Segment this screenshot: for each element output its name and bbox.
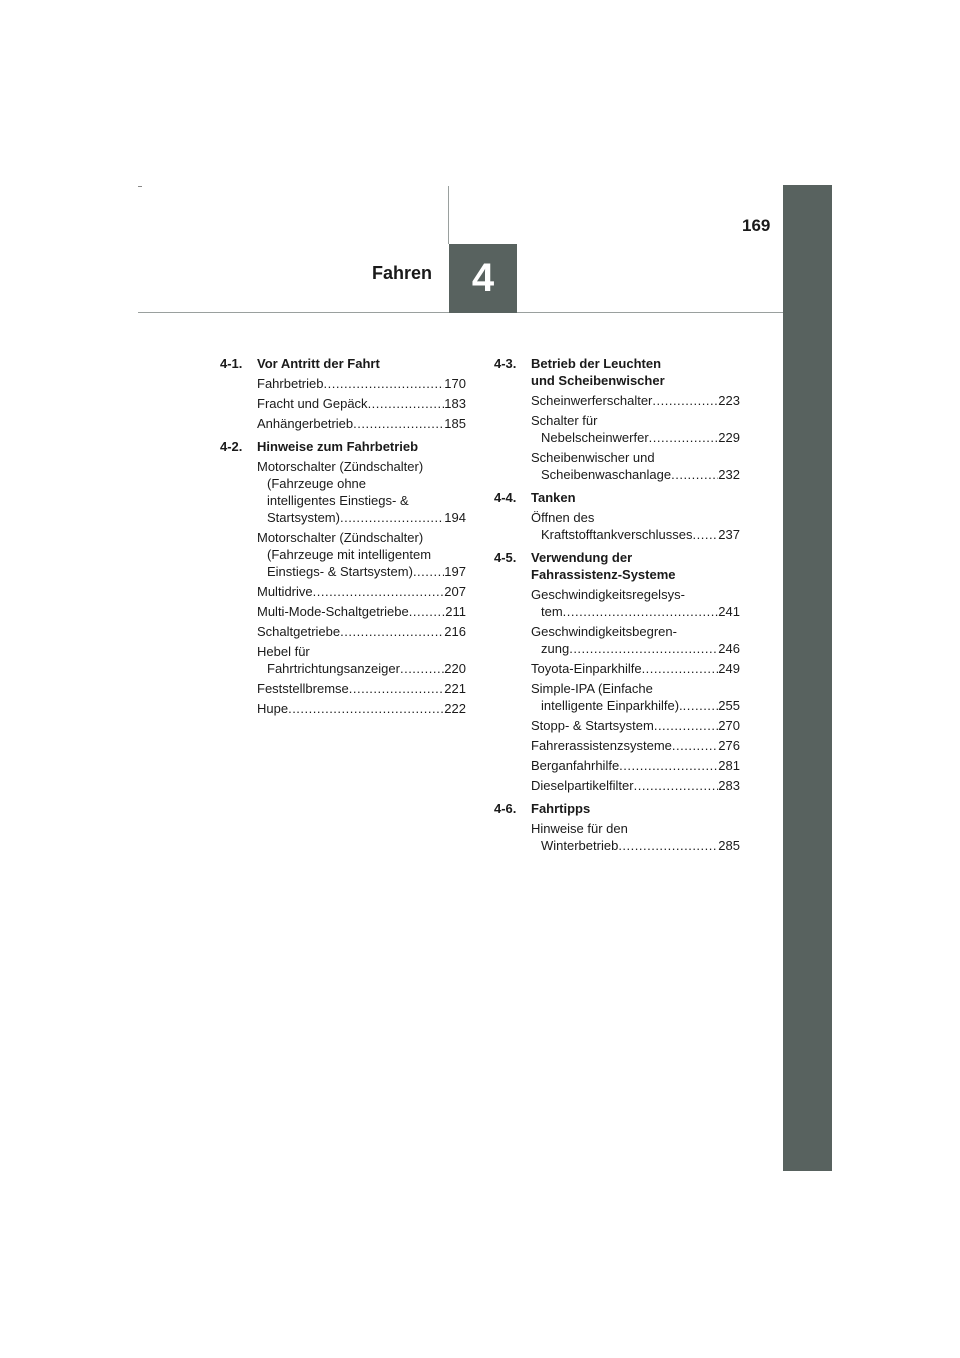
section-heading (494, 549, 740, 583)
entry-text-line: Multidrive (257, 584, 313, 599)
toc-section (494, 355, 740, 483)
entry-page-number: 276 (718, 738, 740, 753)
toc-entry[interactable] (494, 392, 740, 409)
entry-page-number: 222 (444, 701, 466, 716)
entry-page-number: 216 (444, 624, 466, 639)
dot-leader (683, 697, 719, 714)
entry-text-line: Scheinwerferschalter (531, 393, 653, 408)
entry-leader-line (531, 526, 740, 543)
dot-leader (649, 429, 719, 446)
page-number: 169 (742, 216, 771, 235)
toc-entry[interactable] (494, 660, 740, 677)
entry-leader-line (257, 415, 466, 432)
entry-leader-line (531, 777, 740, 794)
entry-text-line: Berganfahrhilfe (531, 758, 620, 773)
entry-leader-line (257, 660, 466, 677)
entry-leader-line (531, 603, 740, 620)
entry-text-line: (Fahrzeuge ohne (267, 476, 367, 491)
dot-leader (323, 375, 444, 392)
crop-mark (138, 186, 142, 187)
entry-text-line: Einstiegs- & Startsystem) (267, 564, 413, 579)
section-title-line: Tanken (531, 490, 576, 505)
toc-entry[interactable] (494, 623, 740, 657)
toc-entry[interactable] (494, 412, 740, 446)
entry-leader-line (257, 395, 466, 412)
section-heading (494, 355, 740, 389)
entry-page-number: 232 (718, 467, 740, 482)
section-number: 4-4. (494, 490, 517, 505)
entry-text-line: Nebelscheinwerfer (541, 430, 649, 445)
entry-page-number: 185 (444, 416, 466, 431)
toc-entry[interactable] (494, 820, 740, 854)
entry-page-number: 211 (445, 604, 466, 619)
entry-text-line: intelligentes Einstiegs- & (267, 493, 409, 508)
toc-entry[interactable] (220, 623, 466, 640)
entry-leader-line (531, 697, 740, 714)
entry-text-line: Hupe (257, 701, 289, 716)
entry-text-line: intelligente Einparkhilfe). (541, 698, 683, 713)
entry-text-line: Motorschalter (Zündschalter) (257, 459, 424, 474)
entry-page-number: 194 (444, 510, 466, 525)
entry-text-line: Fahrtrichtungsanzeiger (267, 661, 400, 676)
toc-entry[interactable] (494, 757, 740, 774)
entry-page-number: 281 (718, 758, 740, 773)
entry-text-line: Stopp- & Startsystem (531, 718, 654, 733)
toc-entry[interactable] (494, 777, 740, 794)
entry-text-line: Hebel für (257, 644, 310, 659)
entry-leader-line (257, 680, 466, 697)
dot-leader (693, 526, 719, 543)
section-title-line: Hinweise zum Fahrbetrieb (257, 439, 419, 454)
section-title-line: Vor Antritt der Fahrt (257, 356, 380, 371)
toc-entry[interactable] (220, 603, 466, 620)
entry-page-number: 249 (718, 661, 740, 676)
entry-text-line: Fracht und Gepäck (257, 396, 368, 411)
entry-text-line: Scheibenwischer und (531, 450, 655, 465)
toc-entry[interactable] (494, 717, 740, 734)
entry-leader-line (257, 623, 466, 640)
toc-entry[interactable] (220, 643, 466, 677)
section-title-line: Fahrassistenz-Systeme (531, 567, 676, 582)
entry-leader-line (531, 757, 740, 774)
entry-leader-line (531, 429, 740, 446)
toc-entry[interactable] (494, 586, 740, 620)
toc-left-column (220, 355, 466, 723)
entry-page-number: 223 (718, 393, 740, 408)
toc-section (220, 355, 466, 432)
dot-leader (569, 640, 718, 657)
toc-entry[interactable] (220, 583, 466, 600)
entry-page-number: 170 (444, 376, 466, 391)
entry-page-number: 241 (718, 604, 740, 619)
entry-page-number: 283 (718, 778, 740, 793)
chapter-number-box (449, 244, 517, 313)
entry-leader-line (531, 837, 740, 854)
entry-page-number: 237 (718, 527, 740, 542)
entry-page-number: 221 (444, 681, 466, 696)
section-number: 4-3. (494, 356, 517, 371)
entry-text-line: Geschwindigkeitsregelsys- (531, 587, 685, 602)
toc-section (494, 549, 740, 794)
entry-page-number: 246 (718, 641, 740, 656)
dot-leader (634, 777, 719, 794)
entry-leader-line (257, 603, 466, 620)
section-heading (494, 800, 740, 817)
toc-entry[interactable] (494, 737, 740, 754)
dot-leader (672, 737, 718, 754)
entry-page-number: 220 (444, 661, 466, 676)
entry-text-line: Scheibenwaschanlage (541, 467, 672, 482)
toc-section (220, 438, 466, 717)
entry-text-line: Anhängerbetrieb (257, 416, 354, 431)
entry-text-line: Fahrbetrieb (257, 376, 324, 391)
section-number: 4-6. (494, 801, 517, 816)
entry-text-line: Öffnen des (531, 510, 595, 525)
entry-text-line: Startsystem) (267, 510, 340, 525)
entry-leader-line (531, 640, 740, 657)
dot-leader (618, 837, 718, 854)
chapter-title: Fahren (371, 263, 432, 283)
section-number: 4-5. (494, 550, 517, 565)
toc-entry[interactable] (494, 509, 740, 543)
dot-leader (313, 583, 445, 600)
entry-leader-line (531, 392, 740, 409)
entry-text-line: Multi-Mode-Schaltgetriebe (257, 604, 409, 619)
section-number: 4-2. (220, 439, 243, 454)
dot-leader (368, 395, 445, 412)
entry-text-line: (Fahrzeuge mit intelligentem (267, 547, 432, 562)
entry-page-number: 229 (718, 430, 740, 445)
entry-text-line: Winterbetrieb (541, 838, 619, 853)
dot-leader (400, 660, 444, 677)
toc-entry[interactable] (220, 680, 466, 697)
section-heading (220, 438, 466, 455)
dot-leader (642, 660, 719, 677)
entry-text-line: Toyota-Einparkhilfe (531, 661, 642, 676)
dot-leader (654, 717, 718, 734)
entry-leader-line (257, 375, 466, 392)
entry-text-line: Hinweise für den (531, 821, 628, 836)
toc-entry[interactable] (220, 395, 466, 412)
entry-text-line: Feststellbremse (257, 681, 349, 696)
entry-text-line: Dieselpartikelfilter (531, 778, 634, 793)
section-title-line: Fahrtipps (531, 801, 591, 816)
entry-page-number: 270 (718, 718, 740, 733)
entry-text-line: Simple-IPA (Einfache (531, 681, 653, 696)
entry-leader-line (257, 583, 466, 600)
chapter-side-tab (783, 185, 832, 1171)
entry-text-line: zung (541, 641, 570, 656)
entry-text-line: tem (541, 604, 563, 619)
toc-right-column (494, 355, 740, 860)
dot-leader (563, 603, 719, 620)
dot-leader (349, 680, 445, 697)
section-heading (494, 489, 740, 506)
section-number: 4-1. (220, 356, 243, 371)
dot-leader (413, 563, 444, 580)
dot-leader (288, 700, 444, 717)
entry-leader-line (531, 717, 740, 734)
dot-leader (652, 392, 718, 409)
entry-text-line: Geschwindigkeitsbegren- (531, 624, 677, 639)
entry-leader-line (531, 660, 740, 677)
entry-leader-line (257, 700, 466, 717)
section-title-line: und Scheibenwischer (531, 373, 665, 388)
entry-text-line: Motorschalter (Zündschalter) (257, 530, 424, 545)
toc-entry[interactable] (220, 700, 466, 717)
toc-entry[interactable] (220, 375, 466, 392)
entry-text-line: Schalter für (531, 413, 598, 428)
toc-entry[interactable] (494, 680, 740, 714)
toc-entry[interactable] (220, 529, 466, 580)
entry-leader-line (531, 466, 740, 483)
dot-leader (340, 509, 444, 526)
entry-page-number: 197 (444, 564, 466, 579)
entry-leader-line (257, 563, 466, 580)
entry-page-number: 255 (718, 698, 740, 713)
toc-section (494, 800, 740, 854)
entry-leader-line (531, 737, 740, 754)
section-title-line: Betrieb der Leuchten (531, 356, 662, 371)
entry-text-line: Kraftstofftankverschlusses (541, 527, 693, 542)
toc-section (494, 489, 740, 543)
entry-leader-line (257, 509, 466, 526)
chapter-number: 4 (471, 256, 495, 300)
section-title-line: Verwendung der (531, 550, 633, 565)
entry-page-number: 207 (444, 584, 466, 599)
dot-leader (340, 623, 444, 640)
header-vertical-rule (448, 186, 449, 244)
section-heading (220, 355, 466, 372)
dot-leader (353, 415, 444, 432)
entry-page-number: 285 (718, 838, 740, 853)
toc-entry[interactable] (220, 458, 466, 526)
toc-entry[interactable] (220, 415, 466, 432)
dot-leader (409, 603, 446, 620)
entry-text-line: Fahrerassistenzsysteme (531, 738, 672, 753)
dot-leader (671, 466, 718, 483)
entry-text-line: Schaltgetriebe (257, 624, 341, 639)
toc-entry[interactable] (494, 449, 740, 483)
dot-leader (619, 757, 718, 774)
entry-page-number: 183 (444, 396, 466, 411)
